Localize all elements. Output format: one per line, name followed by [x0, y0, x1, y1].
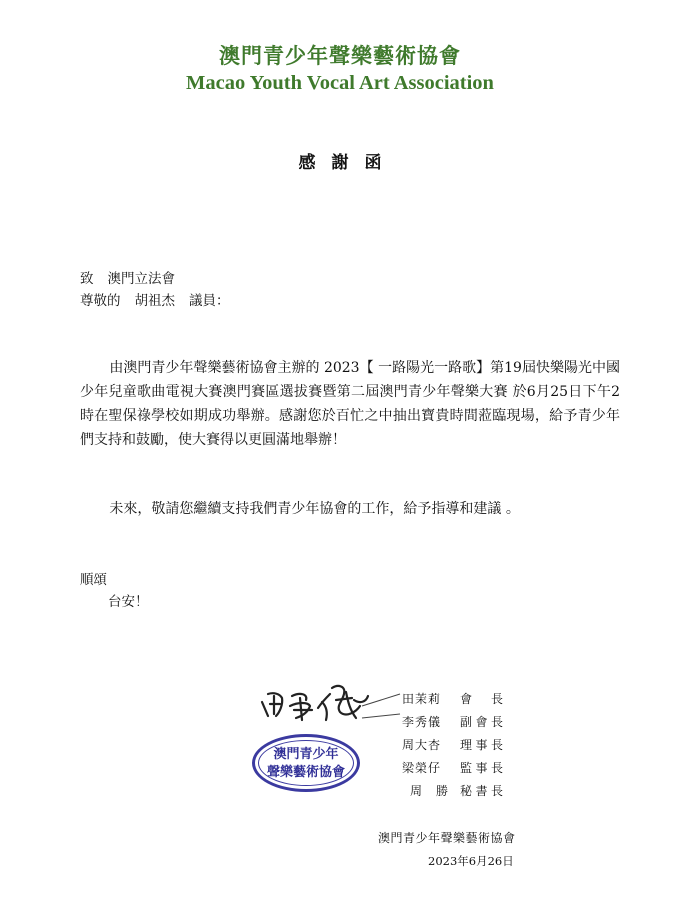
signatory-role: 監事長	[460, 761, 504, 775]
signatory-role: 理事長	[460, 738, 504, 752]
signatory-row	[410, 782, 504, 799]
signatory-row	[402, 713, 504, 730]
signatory-name: 田茉莉	[402, 692, 442, 706]
body-paragraph-1: 由澳門青少年聲樂藝術協會主辦的 2023【 一路陽光一路歌】第19屆快樂陽光中國少年兒童歌曲電視大賽澳門賽區選拔賽暨第二屆澳門青少年聲樂大賽 於6月25日下午2時在聖保祿學校如期成功舉辦。感謝您於百忙之中抽出寶貴時間蒞臨現場，給予青少年們支持和鼓勵，使大賽得以更圓滿地舉辦！	[80, 360, 620, 448]
greeting-prefix: 尊敬的	[80, 293, 121, 309]
signature-connector	[360, 686, 404, 786]
recipient-line	[80, 269, 175, 289]
signatory-role: 會 長	[460, 692, 504, 706]
handwritten-signature	[256, 672, 376, 728]
signatory-role: 副會長	[460, 715, 504, 729]
closing-line-1: 順頌	[80, 572, 107, 588]
signatory-name: 梁榮仔	[402, 761, 442, 775]
body-paragraph-2: 未來，敬請您繼續支持我們青少年協會的工作，給予指導和建議 。	[109, 501, 520, 517]
letter-title: 感謝函	[298, 153, 398, 173]
greeting-name: 胡祖杰	[134, 293, 175, 309]
association-seal	[252, 734, 360, 792]
signatory-name: 李秀儀	[402, 715, 442, 729]
footer-org-name: 澳門青少年聲樂藝術協會	[378, 831, 516, 845]
to-label: 致	[80, 271, 94, 287]
signatory-row	[402, 736, 504, 753]
recipient-org: 澳門立法會	[107, 271, 175, 287]
signatory-row	[402, 759, 504, 776]
signatory-name: 周 勝	[410, 784, 450, 798]
footer-date: 2023年6月26日	[428, 854, 514, 868]
closing-line-2: 台安！	[108, 594, 149, 610]
signatory-name: 周大杏	[402, 738, 442, 752]
seal-inner-ring	[258, 740, 354, 786]
greeting-title: 議員：	[189, 293, 230, 309]
seal-line-2: 聲樂藝術協會	[266, 765, 345, 780]
greeting-line	[80, 291, 230, 311]
org-name-en: Macao Youth Vocal Art Association	[186, 72, 494, 94]
signatory-role: 秘書長	[460, 784, 504, 798]
seal-line-1: 澳門青少年	[273, 747, 339, 762]
signatory-row	[402, 690, 504, 707]
org-name-zh: 澳門青少年聲樂藝術協會	[219, 44, 461, 68]
